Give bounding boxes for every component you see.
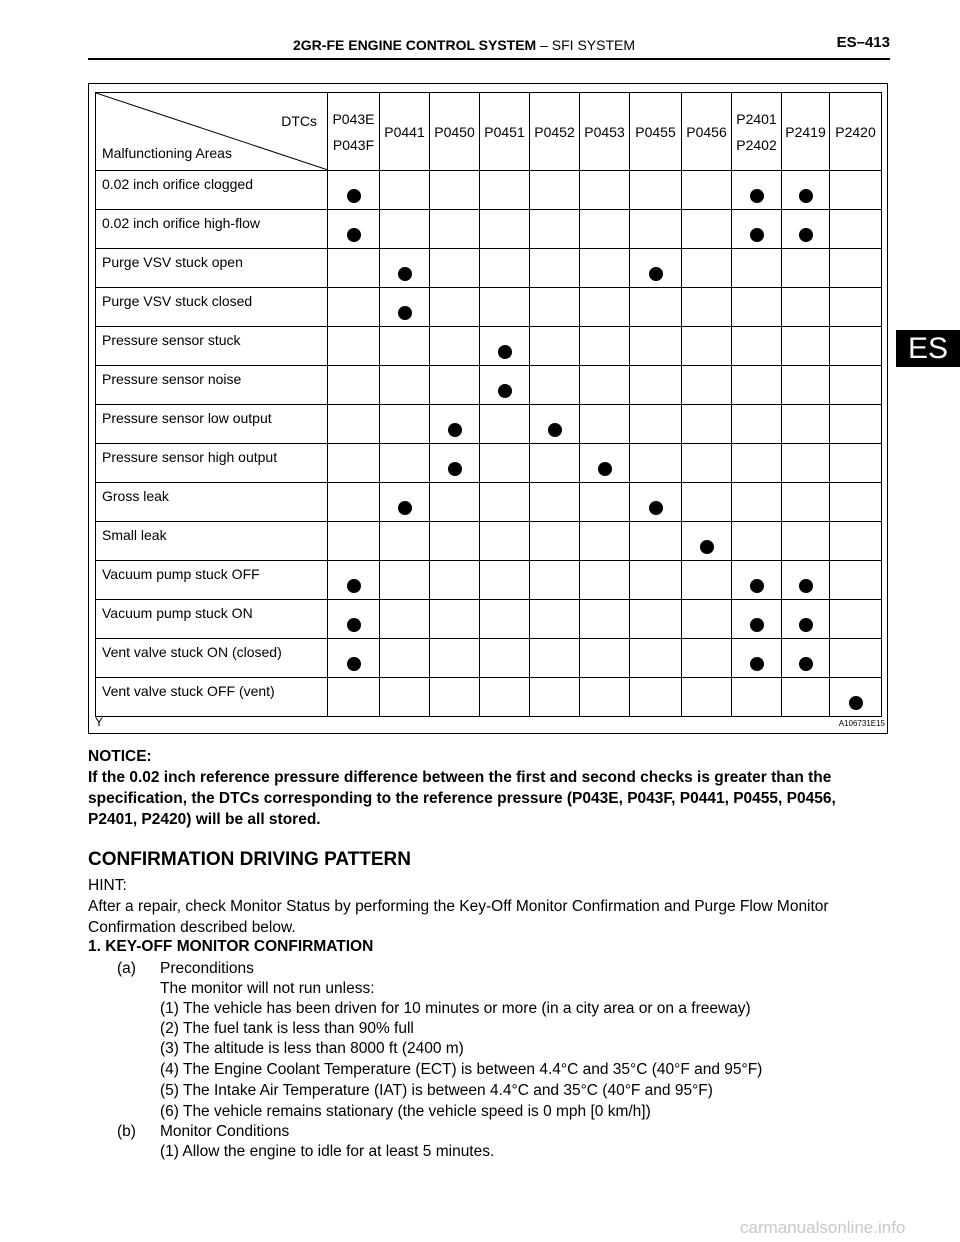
matrix-cell	[530, 366, 580, 405]
matrix-cell	[782, 600, 830, 639]
matrix-cell	[830, 405, 882, 444]
dtc-code: P2401	[736, 110, 777, 127]
dtc-code: P043E	[332, 110, 375, 127]
dtc-code: P0441	[384, 123, 425, 140]
table-row	[96, 561, 882, 600]
matrix-cell	[430, 327, 480, 366]
matrix-cell	[480, 600, 530, 639]
precondition-item: (1) The vehicle has been driven for 10 minutes or more (in a city area or on a freeway)	[160, 1000, 751, 1017]
matrix-cell	[732, 210, 782, 249]
header-title: 2GR-FE ENGINE CONTROL SYSTEM – SFI SYSTEM	[293, 37, 636, 53]
dtc-code: P0451	[484, 123, 525, 140]
applicable-mark-dot	[347, 579, 361, 593]
malfunction-area-label: Small leak	[96, 522, 328, 561]
matrix-cell	[782, 288, 830, 327]
matrix-cell	[732, 171, 782, 210]
matrix-cell	[430, 210, 480, 249]
dtc-column-header	[580, 93, 630, 171]
dtc-code: P2402	[736, 136, 777, 153]
matrix-cell	[480, 405, 530, 444]
dtc-column-header	[480, 93, 530, 171]
matrix-cell	[380, 600, 430, 639]
matrix-cell	[380, 288, 430, 327]
matrix-cell	[328, 678, 380, 717]
malfunction-area-label: Purge VSV stuck closed	[96, 288, 328, 327]
dtc-code: P0456	[686, 123, 727, 140]
matrix-cell	[530, 639, 580, 678]
applicable-mark-dot	[347, 189, 361, 203]
matrix-cell	[380, 405, 430, 444]
applicable-mark-dot	[347, 657, 361, 671]
matrix-cell	[580, 366, 630, 405]
matrix-cell	[782, 249, 830, 288]
watermark: carmanualsonline.info	[740, 1218, 906, 1237]
table-row	[96, 327, 882, 366]
matrix-cell	[580, 327, 630, 366]
table-row	[96, 639, 882, 678]
malfunction-area-label: Vent valve stuck OFF (vent)	[96, 678, 328, 717]
matrix-cell	[630, 327, 682, 366]
dtc-code: P0455	[635, 123, 676, 140]
matrix-cell	[782, 483, 830, 522]
page-number: ES–413	[836, 34, 890, 51]
notice-text: If the 0.02 inch reference pressure difference between the first and second checks is greater than the specification, the DTCs corresponding to the reference pressure (P043E, P043F, P0441, P0455, P0456, P2401, P2420) will be all stored.	[88, 769, 836, 828]
sub-a-label: (a)	[117, 960, 136, 977]
matrix-cell	[328, 405, 380, 444]
sub-b-label: (b)	[117, 1123, 136, 1140]
matrix-cell	[530, 483, 580, 522]
sub-b-title: Monitor Conditions	[160, 1123, 290, 1140]
matrix-cell	[682, 483, 732, 522]
matrix-cell	[328, 483, 380, 522]
matrix-cell	[380, 678, 430, 717]
matrix-cell	[732, 483, 782, 522]
matrix-cell	[732, 639, 782, 678]
matrix-cell	[480, 210, 530, 249]
matrix-cell	[480, 327, 530, 366]
matrix-cell	[830, 249, 882, 288]
matrix-cell	[530, 171, 580, 210]
matrix-cell	[430, 600, 480, 639]
matrix-cell	[580, 522, 630, 561]
matrix-cell	[830, 522, 882, 561]
applicable-mark-dot	[649, 501, 663, 515]
matrix-cell	[630, 678, 682, 717]
matrix-cell	[732, 444, 782, 483]
matrix-cell	[328, 639, 380, 678]
matrix-cell	[630, 444, 682, 483]
matrix-cell	[380, 639, 430, 678]
matrix-cell	[530, 522, 580, 561]
matrix-cell	[682, 561, 732, 600]
matrix-cell	[580, 210, 630, 249]
matrix-cell	[830, 288, 882, 327]
matrix-cell	[530, 249, 580, 288]
table-row	[96, 444, 882, 483]
matrix-cell	[430, 444, 480, 483]
matrix-cell	[682, 288, 732, 327]
malfunction-area-label: Pressure sensor high output	[96, 444, 328, 483]
malfunction-area-label: 0.02 inch orifice high-flow	[96, 210, 328, 249]
dtc-code: P0450	[434, 123, 475, 140]
matrix-cell	[732, 522, 782, 561]
applicable-mark-dot	[849, 696, 863, 710]
hint-block	[88, 875, 888, 938]
applicable-mark-dot	[700, 540, 714, 554]
malfunction-area-label: Vent valve stuck ON (closed)	[96, 639, 328, 678]
matrix-cell	[830, 561, 882, 600]
matrix-cell	[328, 288, 380, 327]
page-header	[88, 28, 890, 60]
matrix-cell	[580, 561, 630, 600]
notice-block	[88, 746, 888, 830]
malfunction-area-label: Pressure sensor stuck	[96, 327, 328, 366]
matrix-cell	[480, 249, 530, 288]
matrix-cell	[480, 639, 530, 678]
matrix-cell	[732, 366, 782, 405]
matrix-cell	[630, 288, 682, 327]
matrix-cell	[530, 327, 580, 366]
matrix-cell	[732, 405, 782, 444]
matrix-cell	[830, 327, 882, 366]
sub-a-title: Preconditions	[160, 960, 254, 977]
matrix-cell	[782, 561, 830, 600]
matrix-cell	[430, 171, 480, 210]
matrix-cell	[328, 600, 380, 639]
dtc-code: P0452	[534, 123, 575, 140]
figure-mark: Y	[95, 715, 104, 729]
matrix-cell	[630, 639, 682, 678]
matrix-cell	[380, 327, 430, 366]
dtc-figure	[88, 83, 888, 734]
hint-label: HINT:	[88, 877, 127, 894]
matrix-cell	[630, 522, 682, 561]
dtc-column-header	[530, 93, 580, 171]
applicable-mark-dot	[548, 423, 562, 437]
malfunction-area-label: Pressure sensor noise	[96, 366, 328, 405]
section-title: CONFIRMATION DRIVING PATTERN	[88, 849, 411, 870]
applicable-mark-dot	[498, 345, 512, 359]
matrix-cell	[328, 561, 380, 600]
matrix-cell	[682, 405, 732, 444]
matrix-cell	[580, 249, 630, 288]
matrix-cell	[630, 405, 682, 444]
matrix-cell	[830, 366, 882, 405]
table-row	[96, 210, 882, 249]
table-row	[96, 405, 882, 444]
applicable-mark-dot	[448, 423, 462, 437]
precondition-item: (2) The fuel tank is less than 90% full	[160, 1020, 414, 1037]
matrix-cell	[830, 639, 882, 678]
matrix-cell	[530, 600, 580, 639]
applicable-mark-dot	[799, 189, 813, 203]
matrix-cell	[580, 639, 630, 678]
figure-id: A106731E15	[838, 719, 885, 728]
matrix-cell	[682, 639, 732, 678]
matrix-cell	[380, 249, 430, 288]
malfunction-area-label: Vacuum pump stuck OFF	[96, 561, 328, 600]
matrix-cell	[380, 522, 430, 561]
table-row	[96, 366, 882, 405]
dtc-column-header	[430, 93, 480, 171]
applicable-mark-dot	[347, 228, 361, 242]
matrix-cell	[732, 678, 782, 717]
matrix-cell	[630, 249, 682, 288]
dtcs-label: DTCs	[281, 113, 317, 129]
precondition-item: (4) The Engine Coolant Temperature (ECT) is between 4.4°C and 35°C (40°F and 95°F)	[160, 1061, 763, 1078]
applicable-mark-dot	[799, 618, 813, 632]
matrix-cell	[380, 366, 430, 405]
matrix-cell	[480, 288, 530, 327]
applicable-mark-dot	[347, 618, 361, 632]
dtc-matrix-table	[95, 92, 882, 717]
matrix-cell	[830, 210, 882, 249]
matrix-cell	[480, 171, 530, 210]
section-tab: ES	[896, 330, 960, 367]
matrix-cell	[782, 327, 830, 366]
matrix-cell	[782, 366, 830, 405]
dtc-code: P043F	[332, 136, 375, 153]
matrix-cell	[380, 171, 430, 210]
precondition-item: (5) The Intake Air Temperature (IAT) is between 4.4°C and 35°C (40°F and 95°F)	[160, 1082, 713, 1099]
dtc-column-header	[328, 93, 380, 171]
applicable-mark-dot	[750, 579, 764, 593]
matrix-cell	[380, 210, 430, 249]
malfunction-area-label: Gross leak	[96, 483, 328, 522]
matrix-cell	[430, 561, 480, 600]
matrix-cell	[530, 405, 580, 444]
matrix-cell	[530, 444, 580, 483]
matrix-cell	[380, 561, 430, 600]
matrix-cell	[782, 405, 830, 444]
table-row	[96, 483, 882, 522]
matrix-cell	[682, 522, 732, 561]
matrix-cell	[732, 288, 782, 327]
matrix-cell	[580, 600, 630, 639]
applicable-mark-dot	[799, 579, 813, 593]
matrix-cell	[530, 210, 580, 249]
table-row	[96, 600, 882, 639]
matrix-cell	[682, 210, 732, 249]
precondition-item: (3) The altitude is less than 8000 ft (2400 m)	[160, 1040, 464, 1057]
matrix-cell	[682, 444, 732, 483]
applicable-mark-dot	[398, 267, 412, 281]
matrix-cell	[830, 678, 882, 717]
precondition-item: (6) The vehicle remains stationary (the vehicle speed is 0 mph [0 km/h])	[160, 1103, 651, 1120]
matrix-cell	[830, 483, 882, 522]
table-row	[96, 288, 882, 327]
matrix-cell	[328, 327, 380, 366]
applicable-mark-dot	[799, 657, 813, 671]
hint-text: After a repair, check Monitor Status by performing the Key-Off Monitor Confirmation and Purge Flow Monitor Confirmation described below.	[88, 898, 829, 936]
matrix-cell	[328, 522, 380, 561]
matrix-cell	[430, 405, 480, 444]
dtc-code: P2419	[785, 123, 826, 140]
matrix-cell	[830, 600, 882, 639]
applicable-mark-dot	[598, 462, 612, 476]
matrix-cell	[480, 366, 530, 405]
matrix-cell	[782, 639, 830, 678]
matrix-cell	[380, 483, 430, 522]
applicable-mark-dot	[750, 189, 764, 203]
malfunction-area-label: Vacuum pump stuck ON	[96, 600, 328, 639]
matrix-cell	[480, 561, 530, 600]
matrix-cell	[580, 288, 630, 327]
matrix-cell	[630, 171, 682, 210]
applicable-mark-dot	[398, 306, 412, 320]
matrix-cell	[630, 366, 682, 405]
matrix-cell	[430, 288, 480, 327]
malfunction-area-label: 0.02 inch orifice clogged	[96, 171, 328, 210]
matrix-cell	[328, 366, 380, 405]
malfunctioning-areas-label: Malfunctioning Areas	[102, 145, 232, 161]
matrix-cell	[328, 444, 380, 483]
matrix-cell	[580, 444, 630, 483]
matrix-cell	[430, 678, 480, 717]
matrix-cell	[580, 405, 630, 444]
notice-label: NOTICE:	[88, 748, 152, 765]
table-row	[96, 678, 882, 717]
dtc-column-header	[682, 93, 732, 171]
matrix-cell	[380, 444, 430, 483]
malfunction-area-label: Pressure sensor low output	[96, 405, 328, 444]
matrix-cell	[682, 678, 732, 717]
applicable-mark-dot	[750, 618, 764, 632]
matrix-cell	[732, 327, 782, 366]
dtc-code: P2420	[835, 123, 876, 140]
matrix-cell	[480, 444, 530, 483]
matrix-cell	[830, 444, 882, 483]
matrix-cell	[580, 171, 630, 210]
table-row	[96, 171, 882, 210]
matrix-cell	[530, 288, 580, 327]
matrix-cell	[782, 210, 830, 249]
malfunction-area-label: Purge VSV stuck open	[96, 249, 328, 288]
matrix-cell	[328, 249, 380, 288]
applicable-mark-dot	[649, 267, 663, 281]
matrix-cell	[732, 561, 782, 600]
matrix-cell	[732, 600, 782, 639]
matrix-cell	[630, 210, 682, 249]
monitor-condition-item: (1) Allow the engine to idle for at least 5 minutes.	[160, 1143, 495, 1160]
matrix-cell	[630, 483, 682, 522]
dtc-column-header	[380, 93, 430, 171]
table-corner-header	[96, 93, 328, 171]
dtc-column-header	[782, 93, 830, 171]
applicable-mark-dot	[448, 462, 462, 476]
table-row	[96, 249, 882, 288]
applicable-mark-dot	[750, 657, 764, 671]
applicable-mark-dot	[750, 228, 764, 242]
matrix-cell	[782, 171, 830, 210]
matrix-cell	[630, 561, 682, 600]
matrix-cell	[430, 639, 480, 678]
matrix-cell	[430, 522, 480, 561]
matrix-cell	[782, 678, 830, 717]
matrix-cell	[430, 483, 480, 522]
matrix-cell	[580, 483, 630, 522]
applicable-mark-dot	[398, 501, 412, 515]
matrix-cell	[782, 522, 830, 561]
matrix-cell	[430, 366, 480, 405]
matrix-cell	[480, 678, 530, 717]
matrix-cell	[580, 678, 630, 717]
matrix-cell	[530, 561, 580, 600]
matrix-cell	[732, 249, 782, 288]
matrix-cell	[480, 483, 530, 522]
matrix-cell	[630, 600, 682, 639]
table-row	[96, 522, 882, 561]
step-1-title: 1. KEY-OFF MONITOR CONFIRMATION	[88, 938, 374, 955]
matrix-cell	[682, 171, 732, 210]
sub-a-intro: The monitor will not run unless:	[160, 980, 375, 997]
dtc-code: P0453	[584, 123, 625, 140]
matrix-cell	[530, 678, 580, 717]
matrix-cell	[682, 327, 732, 366]
dtc-column-header	[630, 93, 682, 171]
applicable-mark-dot	[799, 228, 813, 242]
matrix-cell	[782, 444, 830, 483]
matrix-cell	[682, 366, 732, 405]
matrix-cell	[328, 210, 380, 249]
matrix-cell	[682, 249, 732, 288]
matrix-cell	[682, 600, 732, 639]
dtc-column-header	[732, 93, 782, 171]
applicable-mark-dot	[498, 384, 512, 398]
matrix-cell	[328, 171, 380, 210]
matrix-cell	[830, 171, 882, 210]
matrix-cell	[480, 522, 530, 561]
dtc-column-header	[830, 93, 882, 171]
matrix-cell	[430, 249, 480, 288]
